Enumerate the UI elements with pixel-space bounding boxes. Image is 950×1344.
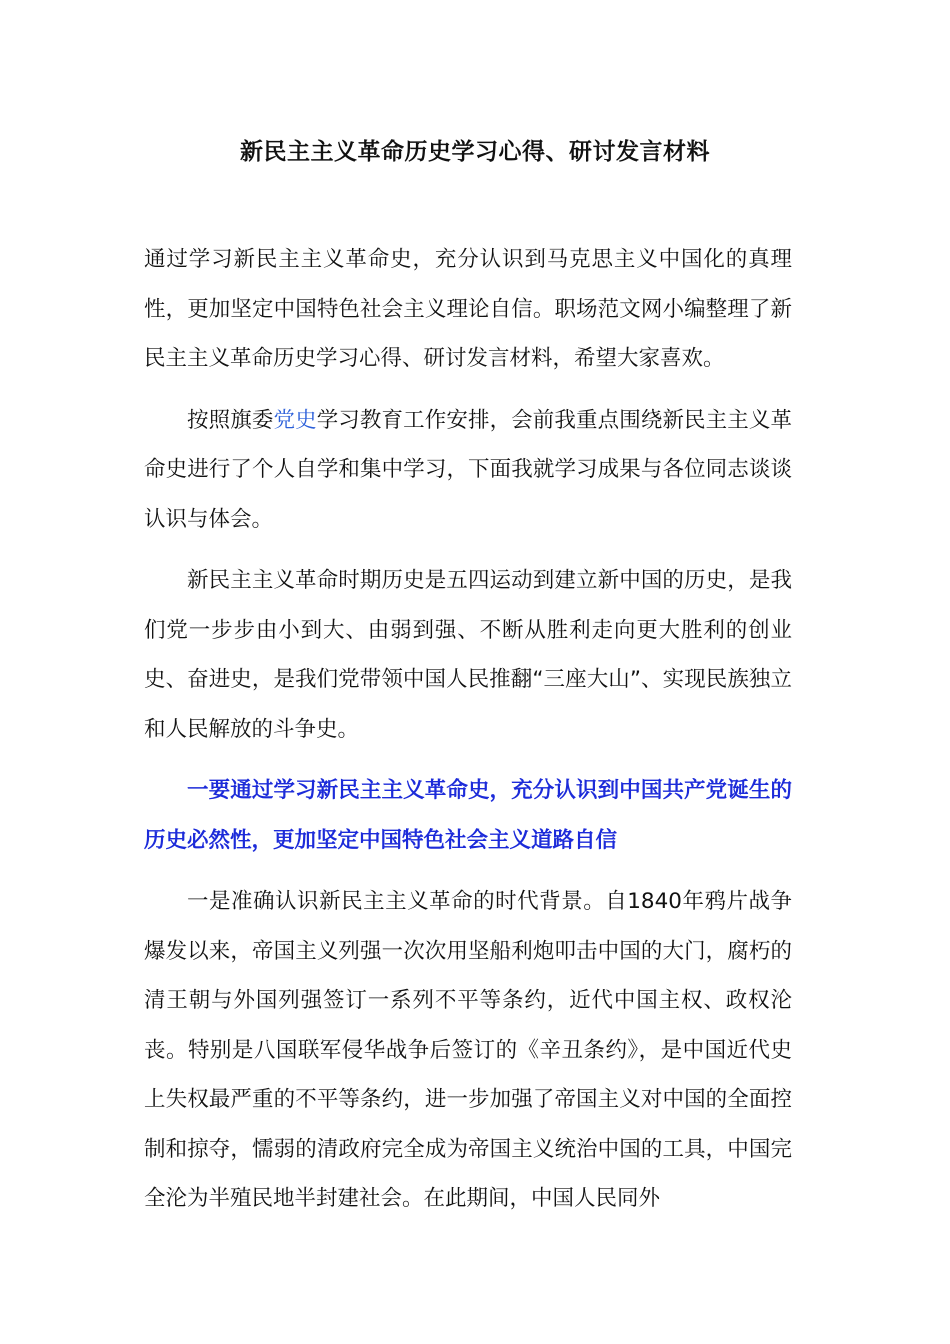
party-history-link[interactable]: 党史 bbox=[273, 407, 317, 433]
intro-paragraph: 通过学习新民主主义革命史，充分认识到马克思主义中国化的真理性，更加坚定中国特色社会主义理论自信。职场范文网小编整理了新民主主义革命历史学习心得、研讨发言材料，希望大家喜欢。 bbox=[144, 247, 792, 371]
paragraph-text: 按照旗委 bbox=[187, 407, 274, 433]
paragraph-era-background: 一是准确认识新民主主义革命的时代背景。自1840年鸦片战争爆发以来，帝国主义列强一次次用坚船利炮叩击中国的大门，腐朽的清王朝与外国列强签订一系列不平等条约，近代中国主权、政权沦丧。特别是八国联军侵华战争后签订的《辛丑条约》，是中国近代史上失权最严重的不平等条约，进一步加强了帝国主义对中国的全面控制和掠夺，懦弱的清政府完全成为帝国主义统治中国的工具，中国完全沦为半殖民地半封建社会。在此期间，中国人民同外 bbox=[144, 889, 792, 1211]
document-body bbox=[144, 235, 792, 1236]
paragraph-history-overview: 新民主主义革命时期历史是五四运动到建立新中国的历史，是我们党一步步由小到大、由弱到强、不断从胜利走向更大胜利的创业史、奋进史，是我们党带领中国人民推翻“三座大山”、实现民族独立和人民解放的斗争史。 bbox=[144, 568, 792, 742]
paragraph-study-arrangement bbox=[144, 396, 792, 545]
paragraph-text: 学习教育工作安排，会前我重点围绕新民主主义革命史进行了个人自学和集中学习，下面我就学习成果与各位同志谈谈认识与体会。 bbox=[144, 407, 792, 532]
document-title: 新民主主义革命历史学习心得、研讨发言材料 bbox=[240, 139, 710, 165]
section-heading-1: 一要通过学习新民主主义革命史，充分认识到中国共产党诞生的历史必然性，更加坚定中国特色社会主义道路自信 bbox=[144, 778, 792, 853]
